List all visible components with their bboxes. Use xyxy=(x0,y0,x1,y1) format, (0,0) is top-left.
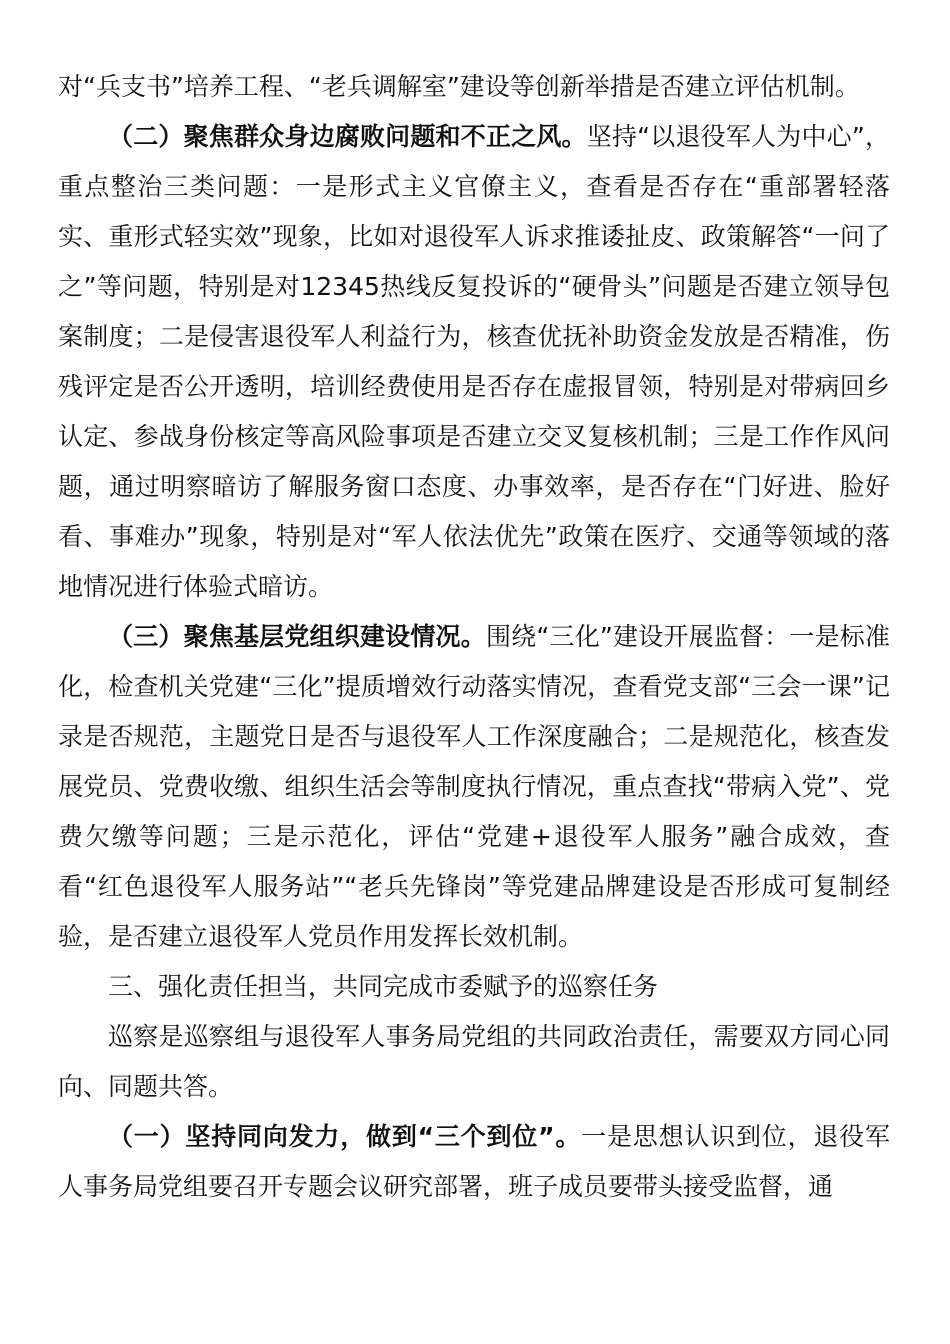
paragraph-evaluation-mechanism: 对“兵支书”培养工程、“老兵调解室”建设等创新举措是否建立评估机制。 xyxy=(58,72,860,101)
paragraph-party-building xyxy=(58,612,890,962)
section-heading-3: （三）聚焦基层党组织建设情况。 xyxy=(108,622,486,651)
section-body-2: 坚持“以退役军人为中心”，重点整治三类问题：一是形式主义官僚主义，查看是否存在“重部署轻落实、重形式轻实效”现象，比如对退役军人诉求推诿扯皮、政策解答“一问了之”等问题，特别是对12345热线反复投诉的“硬骨头”问题是否建立领导包案制度；二是侵害退役军人利益行为，核查优抚补助资金发放是否精准，伤残评定是否公开透明，培训经费使用是否存在虚报冒领，特别是对带病回乡认定、参战身份核定等高风险事项是否建立交叉复核机制；三是工作作风问题，通过明察暗访了解服务窗口态度、办事效率，是否存在“门好进、脸好看、事难办”现象，特别是对“军人依法优先”政策在医疗、交通等领域的落地情况进行体验式暗访。 xyxy=(58,122,890,601)
paragraph-joint-responsibility: 巡察是巡察组与退役军人事务局党组的共同政治责任，需要双方同心同向、同题共答。 xyxy=(58,1022,890,1101)
section-heading-1: （一）坚持同向发力，做到“三个到位”。 xyxy=(108,1122,582,1151)
chapter-heading-3: 三、强化责任担当，共同完成市委赋予的巡察任务 xyxy=(108,972,659,1001)
paragraph-three-in-place xyxy=(58,1112,890,1212)
section-heading-2: （二）聚焦群众身边腐败问题和不正之风。 xyxy=(108,122,587,151)
section-body-1: 一是思想认识到位，退役军人事务局党组要召开专题会议研究部署，班子成员要带头接受监督，通 xyxy=(58,1122,890,1201)
document-page xyxy=(58,62,890,1212)
section-body-3: 围绕“三化”建设开展监督：一是标准化，检查机关党建“三化”提质增效行动落实情况，查看党支部“三会一课”记录是否规范，主题党日是否与退役军人工作深度融合；二是规范化，核查发展党员、党费收缴、组织生活会等制度执行情况，重点查找“带病入党”、党费欠缴等问题；三是示范化，评估“党建+退役军人服务”融合成效，查看“红色退役军人服务站”“老兵先锋岗”等党建品牌建设是否形成可复制经验，是否建立退役军人党员作用发挥长效机制。 xyxy=(58,622,890,951)
paragraph-corruption-focus xyxy=(58,112,890,612)
